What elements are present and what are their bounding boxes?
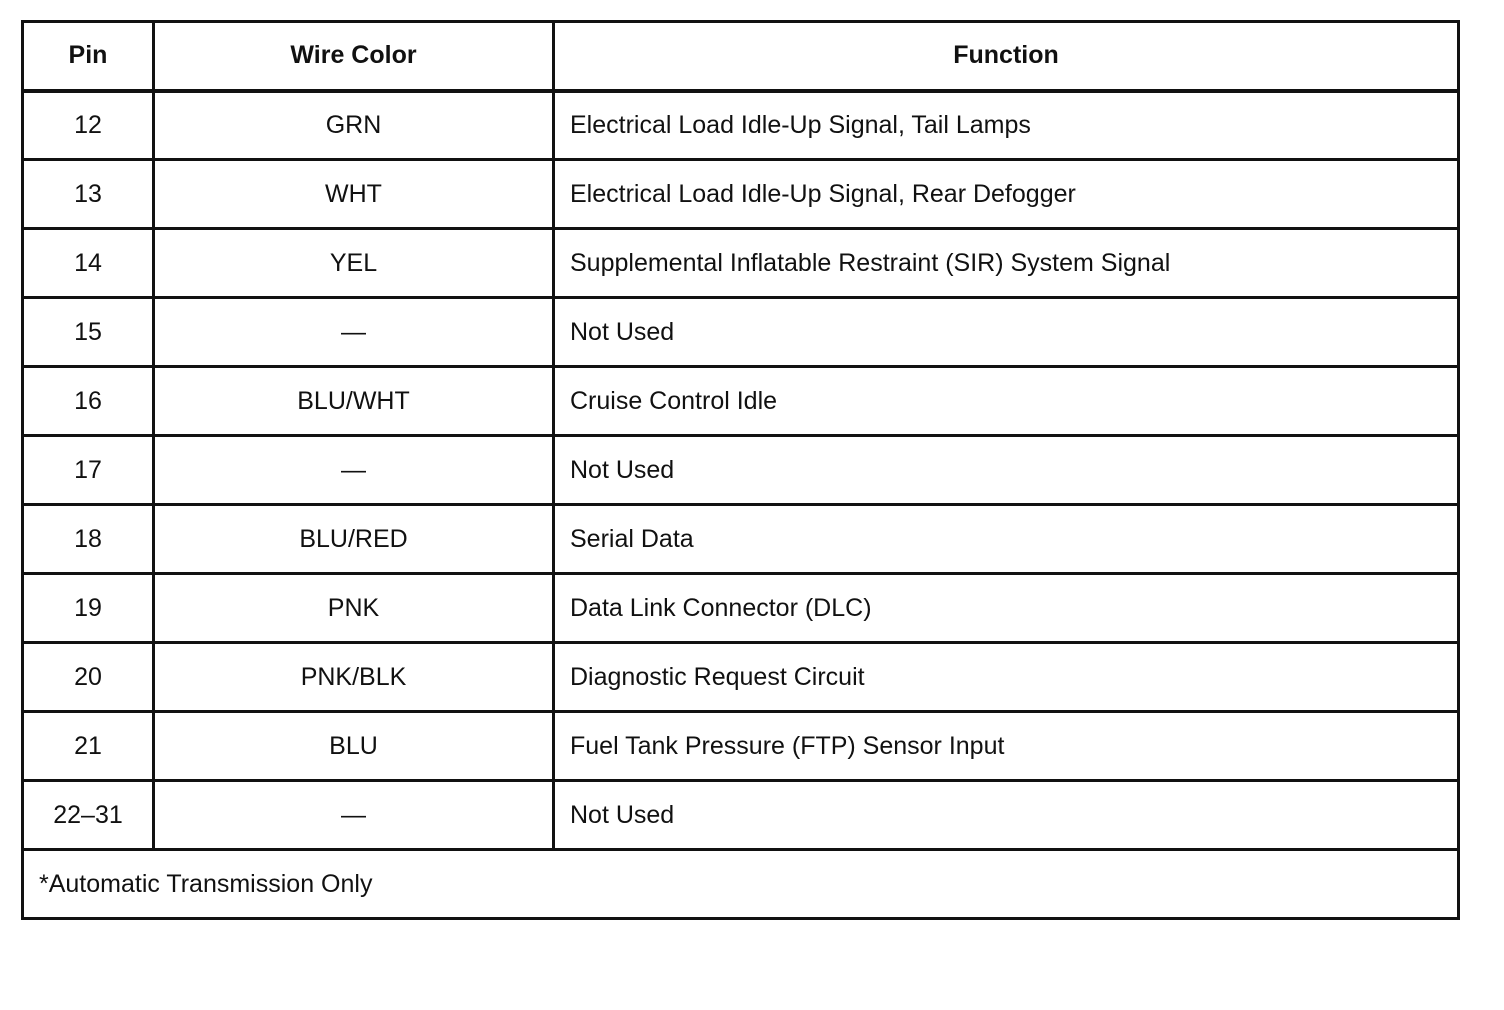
wire-color-cell: YEL bbox=[154, 229, 554, 298]
function-cell: Data Link Connector (DLC) bbox=[554, 574, 1459, 643]
pin-table bbox=[21, 20, 1460, 920]
table-row bbox=[23, 574, 1459, 643]
table-row bbox=[23, 160, 1459, 229]
table-row bbox=[23, 643, 1459, 712]
function-cell: Serial Data bbox=[554, 505, 1459, 574]
table-row bbox=[23, 298, 1459, 367]
wire-color-cell: PNK bbox=[154, 574, 554, 643]
table-row bbox=[23, 712, 1459, 781]
function-cell: Not Used bbox=[554, 436, 1459, 505]
header-wire-color: Wire Color bbox=[154, 22, 554, 91]
wire-color-cell: PNK/BLK bbox=[154, 643, 554, 712]
table-row bbox=[23, 91, 1459, 160]
function-cell: Supplemental Inflatable Restraint (SIR) System Signal bbox=[554, 229, 1459, 298]
wire-color-cell: GRN bbox=[154, 91, 554, 160]
pin-cell: 21 bbox=[23, 712, 154, 781]
wire-color-cell: BLU/RED bbox=[154, 505, 554, 574]
pin-cell: 15 bbox=[23, 298, 154, 367]
table-row bbox=[23, 505, 1459, 574]
function-cell: Electrical Load Idle-Up Signal, Tail Lamps bbox=[554, 91, 1459, 160]
pin-cell: 17 bbox=[23, 436, 154, 505]
wire-color-cell: — bbox=[154, 781, 554, 850]
table-row bbox=[23, 229, 1459, 298]
pin-cell: 14 bbox=[23, 229, 154, 298]
header-pin: Pin bbox=[23, 22, 154, 91]
function-cell: Cruise Control Idle bbox=[554, 367, 1459, 436]
wire-color-cell: BLU/WHT bbox=[154, 367, 554, 436]
table-row bbox=[23, 781, 1459, 850]
table-row bbox=[23, 367, 1459, 436]
pin-cell: 18 bbox=[23, 505, 154, 574]
function-cell: Diagnostic Request Circuit bbox=[554, 643, 1459, 712]
table-row bbox=[23, 436, 1459, 505]
pin-cell: 13 bbox=[23, 160, 154, 229]
header-function: Function bbox=[554, 22, 1459, 91]
wire-color-cell: — bbox=[154, 298, 554, 367]
table-body bbox=[23, 91, 1459, 919]
wire-color-cell: — bbox=[154, 436, 554, 505]
function-cell: Not Used bbox=[554, 298, 1459, 367]
header-row bbox=[23, 22, 1459, 91]
function-cell: Not Used bbox=[554, 781, 1459, 850]
pin-cell: 20 bbox=[23, 643, 154, 712]
function-cell: Electrical Load Idle-Up Signal, Rear Defogger bbox=[554, 160, 1459, 229]
wire-color-cell: WHT bbox=[154, 160, 554, 229]
pin-cell: 19 bbox=[23, 574, 154, 643]
footnote-row bbox=[23, 850, 1459, 919]
footnote: *Automatic Transmission Only bbox=[23, 850, 1459, 919]
pin-cell: 16 bbox=[23, 367, 154, 436]
function-cell: Fuel Tank Pressure (FTP) Sensor Input bbox=[554, 712, 1459, 781]
pin-cell: 12 bbox=[23, 91, 154, 160]
table-header bbox=[23, 22, 1459, 91]
pin-cell: 22–31 bbox=[23, 781, 154, 850]
wire-color-cell: BLU bbox=[154, 712, 554, 781]
